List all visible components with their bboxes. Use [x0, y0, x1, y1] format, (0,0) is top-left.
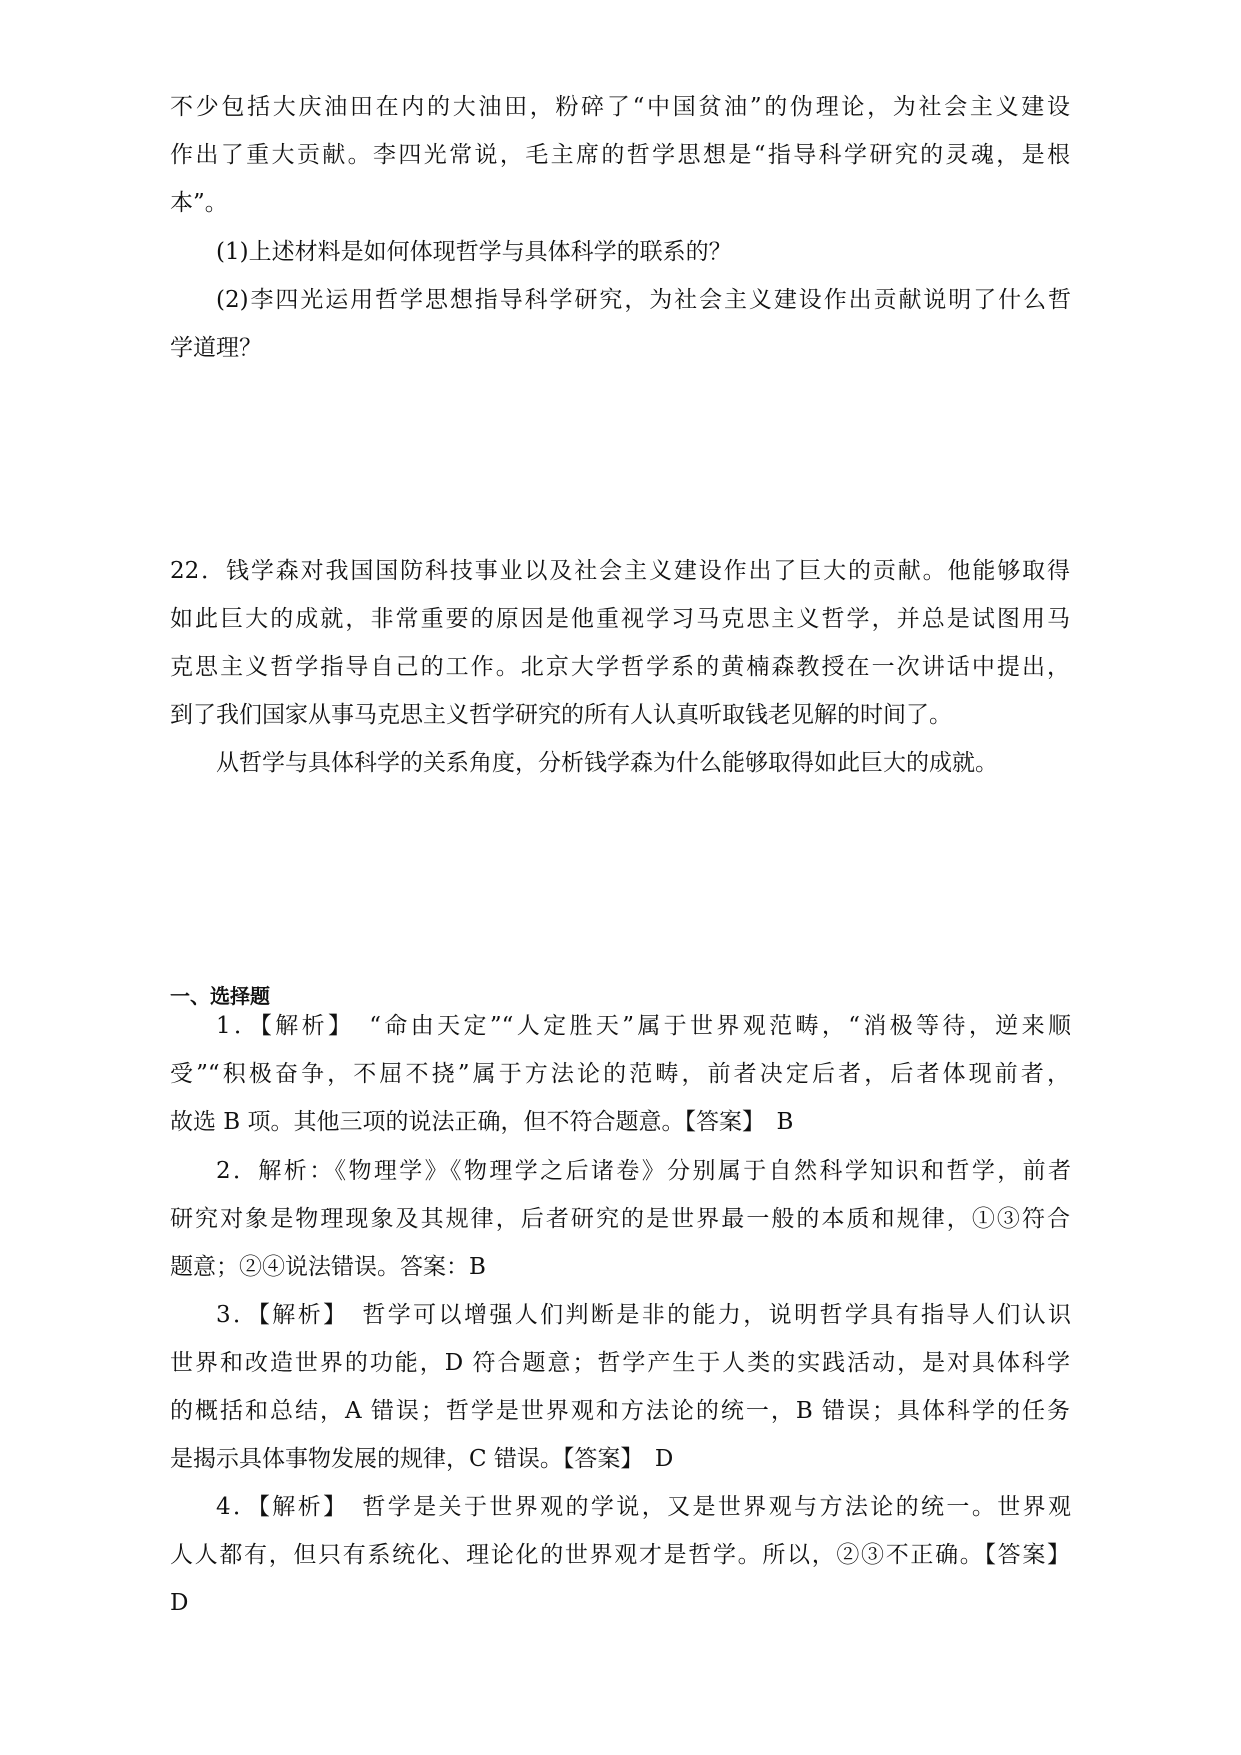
q21-material-line: 不少包括大庆油田在内的大油田，粉碎了“中国贫油”的伪理论，为社会主义建设	[170, 94, 1070, 120]
answer-4-line: D	[170, 1590, 189, 1616]
q21-material-line: 作出了重大贡献。李四光常说，毛主席的哲学思想是“指导科学研究的灵魂，是根	[170, 142, 1070, 168]
q21-question-2-line: 学道理？	[170, 335, 262, 361]
answers-section-title: 一、选择题	[170, 984, 270, 1008]
q22-question: 从哲学与具体科学的关系角度，分析钱学森为什么能够取得如此巨大的成就。	[216, 750, 998, 776]
answer-2-line: 2．解析：《物理学》《物理学之后诸卷》分别属于自然科学知识和哲学，前者	[216, 1158, 1071, 1184]
answer-4-line: 4．【解析】 哲学是关于世界观的学说，又是世界观与方法论的统一。世界观	[216, 1494, 1071, 1520]
answer-2-line: 题意；②④说法错误。答案：B	[170, 1254, 486, 1280]
answer-1-line: 1．【解析】 “命由天定”“人定胜天”属于世界观范畴，“消极等待，逆来顺	[216, 1013, 1071, 1039]
answer-2-line: 研究对象是物理现象及其规律，后者研究的是世界最一般的本质和规律，①③符合	[170, 1206, 1070, 1232]
answer-3-line: 是揭示具体事物发展的规律，C 错误。【答案】 D	[170, 1446, 674, 1472]
answer-3-line: 3．【解析】 哲学可以增强人们判断是非的能力，说明哲学具有指导人们认识	[216, 1302, 1071, 1328]
answer-1-line: 受”“积极奋争，不屈不挠”属于方法论的范畴，前者决定后者，后者体现前者，	[170, 1061, 1070, 1087]
answer-4-line: 人人都有，但只有系统化、理论化的世界观才是哲学。所以，②③不正确。【答案】	[170, 1542, 1070, 1568]
q21-question-1: (1)上述材料是如何体现哲学与具体科学的联系的？	[216, 239, 732, 265]
q21-question-2-line: (2)李四光运用哲学思想指导科学研究，为社会主义建设作出贡献说明了什么哲	[216, 287, 1071, 313]
answer-3-line: 的概括和总结，A 错误；哲学是世界观和方法论的统一，B 错误；具体科学的任务	[170, 1398, 1070, 1424]
answer-1-line: 故选 B 项。其他三项的说法正确，但不符合题意。【答案】 B	[170, 1109, 794, 1135]
q22-text-line: 到了我们国家从事马克思主义哲学研究的所有人认真听取钱老见解的时间了。	[170, 702, 952, 728]
answer-3-line: 世界和改造世界的功能，D 符合题意；哲学产生于人类的实践活动，是对具体科学	[170, 1350, 1070, 1376]
q22-text-line: 22．钱学森对我国国防科技事业以及社会主义建设作出了巨大的贡献。他能够取得	[170, 558, 1070, 584]
q22-text-line: 如此巨大的成就，非常重要的原因是他重视学习马克思主义哲学，并总是试图用马	[170, 606, 1070, 632]
q21-material-line: 本”。	[170, 190, 228, 216]
q22-text-line: 克思主义哲学指导自己的工作。北京大学哲学系的黄楠森教授在一次讲话中提出，	[170, 654, 1070, 680]
